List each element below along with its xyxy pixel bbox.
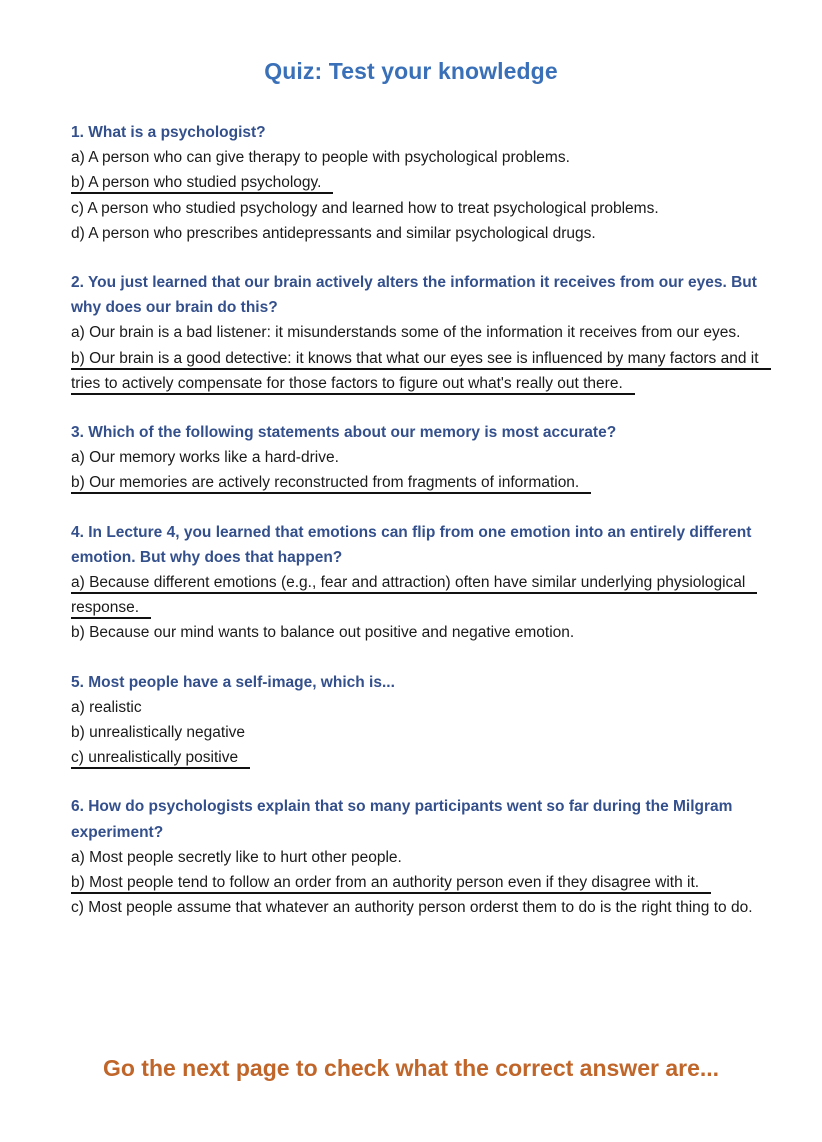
- answer-option-text: b) Because our mind wants to balance out positive and negative emotion.: [71, 624, 575, 642]
- answer-option: [71, 221, 761, 246]
- answer-option: [71, 720, 761, 745]
- answer-option: [71, 445, 761, 470]
- answer-option: [71, 620, 761, 645]
- answer-option-underlined: [71, 470, 761, 495]
- answer-option-text: a) Our memory works like a hard-drive.: [71, 449, 339, 467]
- question-text: 4. In Lecture 4, you learned that emotions can flip from one emotion into an entirely different emotion. But why does that happen?: [71, 523, 752, 566]
- answer-option: [71, 196, 761, 221]
- answer-option-text: a) realistic: [71, 698, 142, 716]
- question-text: 1. What is a psychologist?: [71, 124, 266, 141]
- answer-option-underlined: [71, 745, 761, 770]
- question-block: [71, 120, 761, 246]
- answer-option-text: a) A person who can give therapy to people with psychological problems.: [71, 149, 570, 167]
- answer-option: [71, 145, 761, 170]
- answer-option-text: b) unrealistically negative: [71, 724, 246, 742]
- question-block: [71, 794, 761, 920]
- question-block: [71, 520, 761, 646]
- question-block: [71, 420, 761, 496]
- answer-option-text: c) unrealistically positive: [71, 749, 250, 769]
- answer-option-text: b) Our memories are actively reconstructed from fragments of information.: [71, 474, 591, 494]
- answer-option-text: a) Our brain is a bad listener: it misunderstands some of the information it receives from our eyes.: [71, 324, 741, 342]
- answer-option-text: b) Our brain is a good detective: it knows that what our eyes see is influenced by many factors and it tries to actively compensate for those factors to figure out what's really out there.: [71, 350, 771, 395]
- answer-option-text: a) Because different emotions (e.g., fear and attraction) often have similar underlying physiological response.: [71, 574, 757, 619]
- page-title: Quiz: Test your knowledge: [264, 58, 558, 84]
- question-text: 2. You just learned that our brain actively alters the information it receives from our eyes. But why does our brain do this?: [71, 274, 757, 317]
- answer-option: [71, 695, 761, 720]
- answer-option-text: a) Most people secretly like to hurt other people.: [71, 848, 402, 866]
- answer-option-underlined: [71, 170, 761, 195]
- answer-option-underlined: [71, 570, 761, 620]
- question-text: 5. Most people have a self-image, which is...: [71, 673, 395, 691]
- answer-option-text: c) A person who studied psychology and learned how to treat psychological problems.: [71, 199, 659, 217]
- answer-option: [71, 845, 761, 870]
- answer-option-text: b) Most people tend to follow an order from an authority person even if they disagree with it.: [71, 874, 711, 894]
- answer-option: [71, 895, 761, 920]
- question-text: 3. Which of the following statements about our memory is most accurate?: [71, 424, 617, 442]
- question-list: [71, 120, 761, 944]
- question-block: [71, 670, 761, 771]
- answer-option-underlined: [71, 870, 761, 895]
- answer-option-text: c) Most people assume that whatever an authority person orderst them to do is the right thing to do.: [71, 899, 753, 917]
- footer-note: Go the next page to check what the correct answer are...: [102, 1055, 720, 1081]
- question-block: [71, 270, 761, 396]
- answer-option-text: d) A person who prescribes antidepressants and similar psychological drugs.: [71, 224, 596, 242]
- answer-option-text: b) A person who studied psychology.: [71, 174, 333, 194]
- answer-option-underlined: [71, 346, 761, 396]
- answer-option: [71, 320, 761, 345]
- question-text: 6. How do psychologists explain that so many participants went so far during the Milgram experiment?: [71, 798, 733, 841]
